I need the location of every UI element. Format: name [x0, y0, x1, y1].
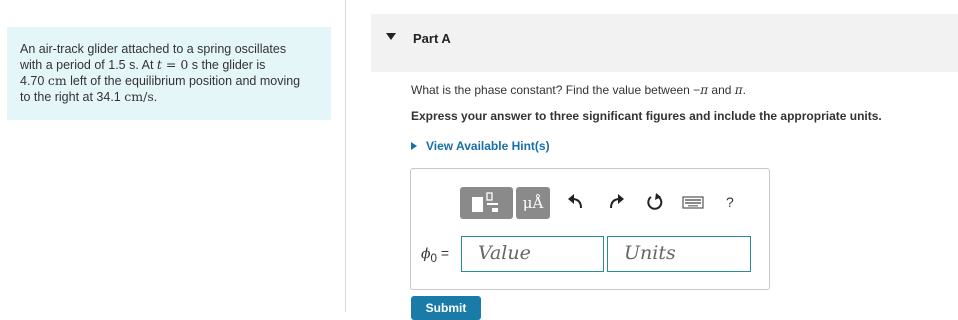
problem-line: An air-track glider attached to a spring oscillates [20, 42, 287, 56]
submit-button[interactable]: Submit [411, 296, 481, 320]
value-placeholder: Value [478, 242, 531, 264]
answer-instructions: Express your answer to three significant figures and include the appropriate units. [411, 109, 882, 123]
units-icon: μÅ [522, 194, 544, 212]
undo-icon[interactable] [566, 192, 586, 212]
column-divider [345, 0, 346, 312]
collapse-caret-icon[interactable] [386, 33, 396, 40]
help-icon[interactable]: ? [726, 194, 734, 210]
part-title[interactable]: Part A [413, 31, 451, 46]
hint-label: View Available Hint(s) [426, 139, 550, 153]
templates-button[interactable] [460, 187, 513, 219]
problem-statement-panel [7, 27, 331, 120]
answer-variable-label: $\phi_0$ = [421, 245, 450, 265]
problem-line: to the right at 34.1 cm/s. [20, 89, 158, 104]
question-text: What is the phase constant? Find the value between −π and π. [411, 83, 747, 97]
redo-icon[interactable] [606, 192, 626, 212]
math-toolbar [460, 187, 550, 219]
problem-line: with a period of 1.5 s. At t = 0 s the glider is [20, 57, 266, 72]
keyboard-icon[interactable] [682, 192, 704, 212]
problem-statement [20, 41, 325, 105]
reset-icon[interactable] [645, 192, 665, 212]
units-button[interactable] [516, 187, 550, 219]
templates-icon [460, 187, 513, 219]
value-input[interactable] [461, 236, 604, 272]
problem-line: 4.70 cm left of the equilibrium position and moving [20, 73, 301, 88]
units-input[interactable] [607, 236, 751, 272]
view-hints-link[interactable] [411, 139, 550, 153]
expand-caret-icon [411, 142, 417, 150]
units-placeholder: Units [624, 242, 676, 264]
part-header[interactable] [371, 14, 958, 72]
